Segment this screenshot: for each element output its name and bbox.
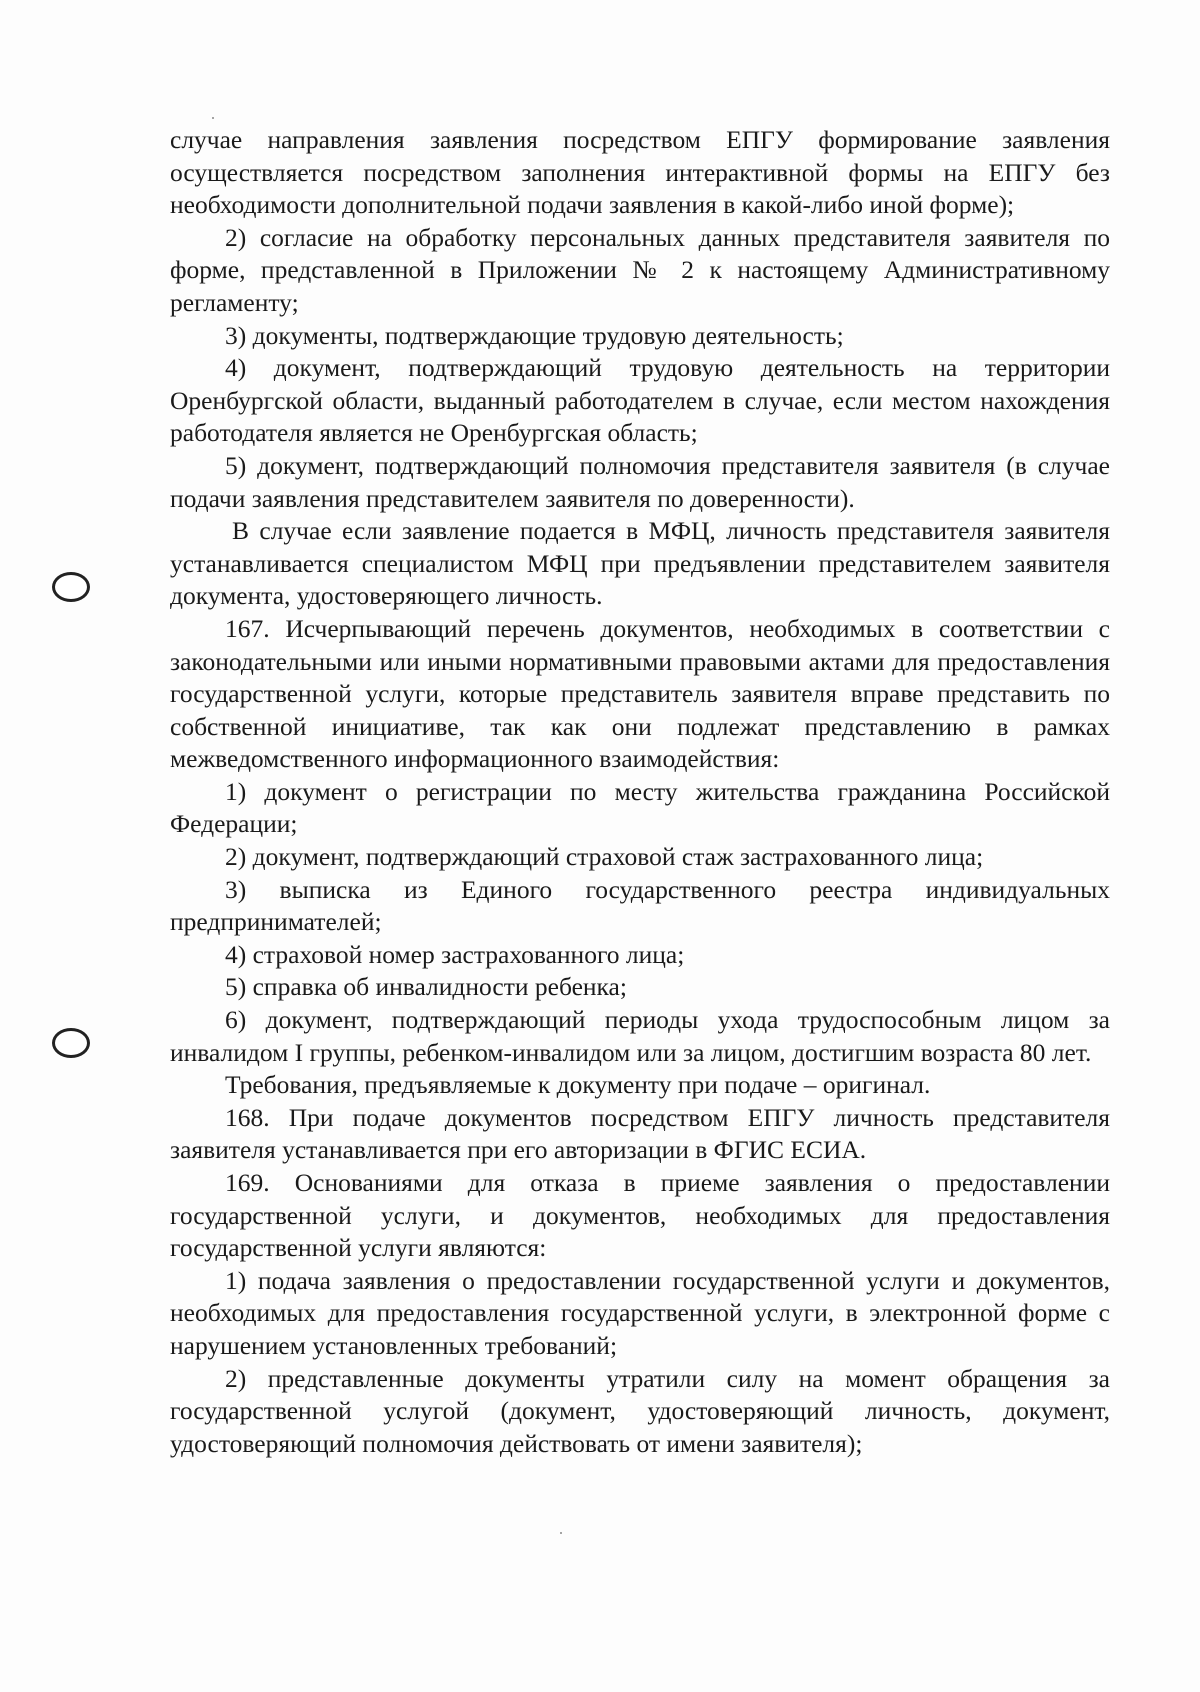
list-item-care-periods: 6) документ, подтверждающий периоды ухода трудоспособным лицом за инвалидом I группы, ребенком-инвалидом или за лицом, достигшим возраста 80 лет.: [170, 1005, 1110, 1067]
list-item-employment-orenburg: 4) документ, подтверждающий трудовую деятельность на территории Оренбургской области, выданный работодателем в случае, если местом нахождения работодателя является не Оренбургская область;: [170, 353, 1110, 448]
scan-speck: [560, 1532, 562, 1534]
list-item-insurance-record: 2) документ, подтверждающий страховой стаж застрахованного лица;: [225, 842, 984, 872]
section-169: 169. Основаниями для отказа в приеме заявления о предоставлении государственной услуги, и документов, необходимых для предоставления государственной услуги являются:: [170, 1168, 1110, 1263]
binder-hole-bottom: [52, 1028, 90, 1058]
binder-hole-top: [52, 572, 90, 602]
list-item-consent: 2) согласие на обработку персональных данных представителя заявителя по форме, представленной в Приложении № 2 к настоящему Административному регламенту;: [170, 222, 1110, 317]
list-item-registration: 1) документ о регистрации по месту жительства гражданина Российской Федерации;: [170, 776, 1110, 839]
list-item-expired-docs: 2) представленные документы утратили силу на момент обращения за государственной услугой (документ, удостоверяющий личность, документ, удостоверяющий полномочия действовать от имени заявителя);: [170, 1363, 1110, 1458]
list-item-electronic-violation: 1) подача заявления о предоставлении государственной услуги и документов, необходимых для предоставления государственной услуги, в электронной форме с нарушением установленных требований;: [170, 1265, 1110, 1360]
document-body: [170, 124, 1110, 1460]
scan-speck: [212, 117, 214, 119]
list-item-employment-docs: 3) документы, подтверждающие трудовую деятельность;: [225, 320, 844, 350]
list-item-insurance-number: 4) страховой номер застрахованного лица;: [225, 939, 685, 969]
paragraph-continuation: случае направления заявления посредством ЕПГУ формирование заявления осуществляется посредством заполнения интерактивной формы на ЕПГУ без необходимости дополнительной подачи заявления в какой-либо иной форме);: [170, 125, 1110, 220]
section-167: 167. Исчерпывающий перечень документов, необходимых в соответствии с законодательными или иными нормативными правовыми актами для предоставления государственной услуги, которые представитель заявителя вправе представить по собственной инициативе, так как они подлежат представлению в рамках межведомственного информационного взаимодействия:: [170, 613, 1110, 774]
list-item-egrip-extract: 3) выписка из Единого государственного реестра индивидуальных предпринимателей;: [170, 874, 1110, 937]
paragraph-requirements: Требования, предъявляемые к документу при подаче – оригинал.: [225, 1070, 931, 1100]
list-item-disability-certificate: 5) справка об инвалидности ребенка;: [225, 972, 627, 1002]
paragraph-mfc-identity: В случае если заявление подается в МФЦ, личность представителя заявителя устанавливается специалистом МФЦ при предъявлении представителем заявителя документа, удостоверяющего личность.: [170, 516, 1110, 611]
section-168: 168. При подаче документов посредством ЕПГУ личность представителя заявителя устанавливается при его авторизации в ФГИС ЕСИА.: [170, 1102, 1110, 1165]
list-item-representative-authority: 5) документ, подтверждающий полномочия представителя заявителя (в случае подачи заявления представителем заявителя по доверенности).: [170, 450, 1110, 513]
